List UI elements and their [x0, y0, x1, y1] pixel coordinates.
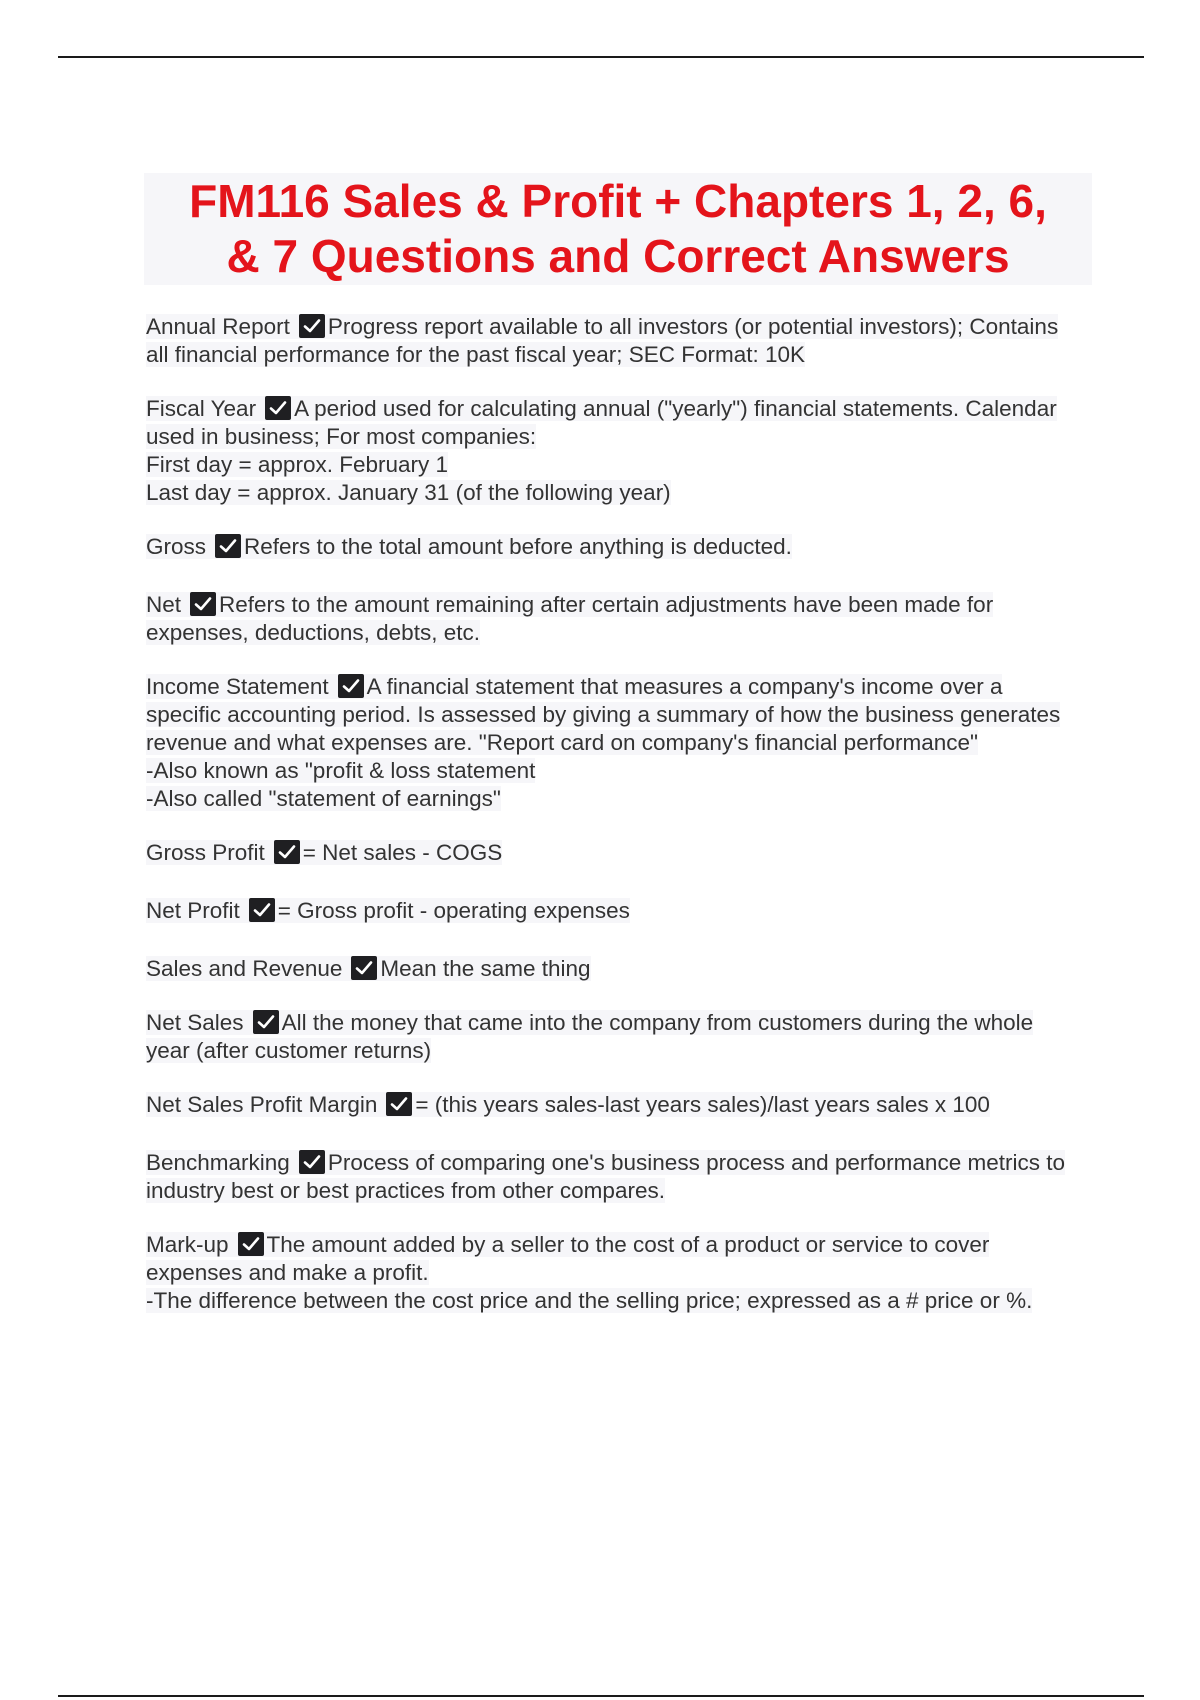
qa-text [146, 534, 792, 559]
qa-item [146, 955, 1076, 983]
qa-item [146, 1231, 1076, 1315]
qa-text [146, 674, 1060, 811]
qa-extra-line: First day = approx. February 1 [146, 452, 449, 477]
qa-item [146, 1009, 1076, 1065]
qa-definition: Mean the same thing [380, 956, 591, 981]
qa-text [146, 396, 1057, 505]
qa-term: Net Sales Profit Margin [146, 1092, 378, 1117]
qa-text [146, 1150, 1065, 1203]
qa-term: Gross Profit [146, 840, 265, 865]
qa-term: Sales and Revenue [146, 956, 343, 981]
qa-term: Net [146, 592, 182, 617]
qa-item [146, 673, 1076, 813]
qa-term: Benchmarking [146, 1150, 290, 1175]
document-title [189, 174, 1047, 284]
qa-term: Fiscal Year [146, 396, 257, 421]
check-box-icon [351, 956, 377, 980]
qa-definition: All the money that came into the company from customers during the whole year (after customer returns) [146, 1010, 1034, 1063]
check-box-icon [265, 396, 291, 420]
qa-term: Mark-up [146, 1232, 229, 1257]
qa-text [146, 1092, 990, 1117]
title-line-2: & 7 Questions and Correct Answers [226, 230, 1010, 282]
qa-text [146, 1010, 1033, 1063]
qa-definition: Refers to the amount remaining after certain adjustments have been made for expenses, deductions, debts, etc. [146, 592, 994, 645]
qa-definition: A period used for calculating annual ("yearly") financial statements. Calendar used in business; For most companies: [146, 396, 1057, 449]
qa-term: Annual Report [146, 314, 290, 339]
qa-term: Income Statement [146, 674, 329, 699]
qa-item [146, 591, 1076, 647]
qa-definition: = (this years sales-last years sales)/last years sales x 100 [415, 1092, 990, 1117]
qa-item [146, 313, 1076, 369]
qa-item [146, 395, 1076, 507]
qa-text [146, 1232, 1032, 1313]
qa-definition: Refers to the total amount before anything is deducted. [244, 534, 792, 559]
qa-item [146, 533, 1076, 561]
check-box-icon [338, 674, 364, 698]
title-banner [144, 173, 1092, 285]
qa-text [146, 956, 591, 981]
check-box-icon [249, 898, 275, 922]
check-box-icon [238, 1232, 264, 1256]
qa-definition: The amount added by a seller to the cost of a product or service to cover expenses and make a profit. [146, 1232, 990, 1285]
qa-list [146, 313, 1076, 1315]
check-box-icon [299, 314, 325, 338]
qa-item [146, 1149, 1076, 1205]
bottom-divider [58, 1695, 1144, 1697]
qa-extra-line: -Also known as "profit & loss statement [146, 758, 536, 783]
qa-text [146, 592, 993, 645]
qa-definition: A financial statement that measures a company's income over a specific accounting period. Is assessed by giving a summary of how the business generates revenue and what expenses are. "Report card on company's financial performance" [146, 674, 1061, 755]
qa-text [146, 314, 1058, 367]
qa-term: Gross [146, 534, 207, 559]
qa-definition: = Net sales - COGS [302, 840, 503, 865]
qa-extra-line: -The difference between the cost price and the selling price; expressed as a # price or %. [146, 1288, 1033, 1313]
top-divider [58, 56, 1144, 58]
qa-term: Net Sales [146, 1010, 244, 1035]
qa-extra-line: Last day = approx. January 31 (of the following year) [146, 480, 671, 505]
check-box-icon [386, 1092, 412, 1116]
title-line-1: FM116 Sales & Profit + Chapters 1, 2, 6, [189, 175, 1047, 227]
check-box-icon [190, 592, 216, 616]
qa-definition: Process of comparing one's business process and performance metrics to industry best or best practices from other compares. [146, 1150, 1065, 1203]
qa-definition: Progress report available to all investors (or potential investors); Contains all financial performance for the past fiscal year; SEC Format: 10K [146, 314, 1059, 367]
check-box-icon [299, 1150, 325, 1174]
qa-text [146, 840, 502, 865]
qa-item [146, 897, 1076, 925]
check-box-icon [253, 1010, 279, 1034]
qa-item [146, 839, 1076, 867]
qa-term: Net Profit [146, 898, 240, 923]
qa-item [146, 1091, 1076, 1119]
check-box-icon [274, 840, 300, 864]
qa-text [146, 898, 630, 923]
qa-definition: = Gross profit - operating expenses [277, 898, 630, 923]
check-box-icon [215, 534, 241, 558]
qa-extra-line: -Also called "statement of earnings" [146, 786, 501, 811]
